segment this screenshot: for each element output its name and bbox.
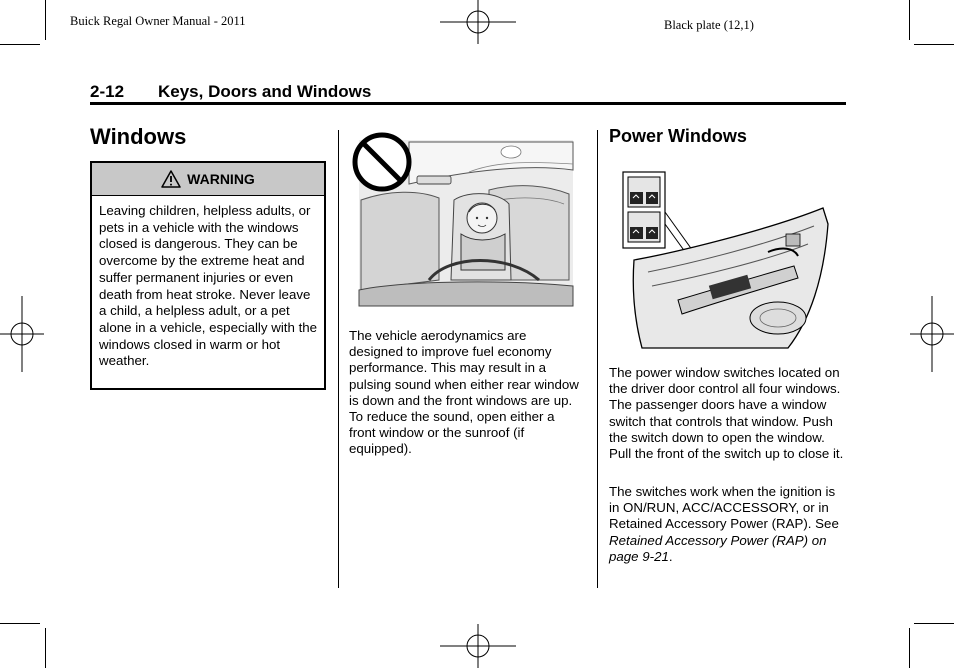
power-windows-paragraph-1: The power window switches located on the driver door control all four windows. The passenger doors have a window switch that controls that window. Push the switch down to open the window. Pull the front of the switch up to close it. [609, 365, 844, 462]
registration-mark-left [0, 296, 44, 372]
warning-label: WARNING [187, 171, 255, 187]
section-rule [90, 102, 846, 105]
section-header [90, 82, 371, 102]
page-title: Windows [90, 124, 187, 149]
running-header-right: Black plate (12,1) [664, 18, 754, 32]
column-divider-1 [338, 130, 339, 588]
registration-mark-bottom [440, 624, 516, 668]
no-child-left-in-car-illustration [349, 130, 575, 308]
paragraph-2-text: The switches work when the ignition is in ON/RUN, ACC/ACCESSORY, or in Retained Accessory Power (RAP). See [609, 484, 839, 532]
registration-mark-top [440, 0, 516, 44]
power-windows-heading: Power Windows [609, 126, 747, 146]
warning-header [92, 163, 324, 196]
paragraph-2-end: . [668, 548, 673, 564]
column-divider-2 [597, 130, 598, 588]
door-window-switches-illustration [618, 168, 836, 354]
power-windows-paragraph-2 [609, 484, 845, 565]
warning-box [90, 161, 326, 390]
warning-text: Leaving children, helpless adults, or pets in a vehicle with the windows closed is dangerous. They can be overcome by the extreme heat and suffer permanent injuries or even death from heat stroke. Never leave a child, a helpless adult, or a pet alone in a vehicle, especially with the windows closed in warm or hot weather. [99, 203, 318, 369]
registration-mark-right [910, 296, 954, 372]
aerodynamics-paragraph: The vehicle aerodynamics are designed to improve fuel economy performance. This may result in a pulsing sound when either rear window is down and the front windows are up. To reduce the sound, open either a front window or the sunroof (if equipped). [349, 328, 579, 457]
running-header-left: Buick Regal Owner Manual - 2011 [70, 14, 246, 28]
section-title: Keys, Doors and Windows [158, 82, 372, 101]
section-number: 2-12 [90, 82, 125, 101]
rap-cross-reference[interactable]: Retained Accessory Power (RAP) on page 9-21 [609, 532, 827, 564]
warning-triangle-icon [161, 170, 181, 188]
